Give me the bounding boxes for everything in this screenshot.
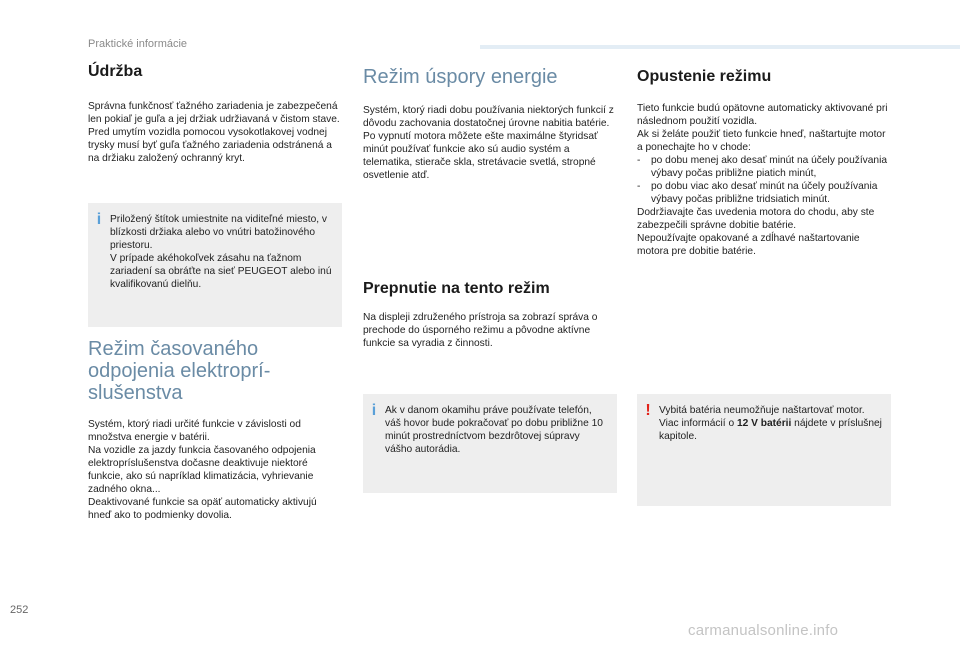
column-switch-mode [363,279,617,350]
column-maintenance [88,62,342,165]
exit-mode-title: Opustenie režimu [637,68,772,85]
warning-icon: ! [645,402,651,419]
battery-warning-box [637,394,891,506]
maintenance-info-box [88,203,342,327]
battery-warning-text [659,404,883,443]
section-label: Praktické informácie [88,38,188,50]
energy-info-box [363,394,617,493]
timed-disconnect-title: Režim časovaného odpojenia elektropríslušenstva [88,338,271,404]
list-item: - po dobu menej ako desať minút na účely používania výbavy počas približne piatich minút, [637,155,888,179]
maintenance-info-text [110,213,334,291]
exit-mode-outro: Dodržiavajte čas uvedenia motora do chodu, aby ste zabezpečili správne dobitie batérie. Nepoužívajte opakované a zdĺhavé naštartovanie motora pre dobitie batérie. [637,207,875,257]
battery-link-text: 12 V batérii [736,418,792,429]
info-icon: i [371,402,377,419]
watermark: carmanualsonline.info [688,622,839,639]
exit-mode-list [637,154,891,206]
column-exit-mode [637,67,891,258]
maintenance-text: Správna funkčnosť ťažného zariadenia je zabezpečená len pokiaľ je guľa a jej držiak udržiavaná v čistom stave. Pred umytím vozidla pomocou vysokotlakovej vodnej trysky musí byť guľa ťažného zariadenia odstránená a na držiaku založený ochranný kryt. [88,101,340,164]
switch-mode-text: Na displeji združeného prístroja sa zobrazí správa o prechode do úsporného režimu a pôvodne aktívne funkcie sa vyradia z činnosti. [363,312,598,349]
energy-saving-text: Systém, ktorý riadi dobu používania niektorých funkcií z dôvodu zachovania dostatočnej úrovne nabitia batérie. Po vypnutí motora môžete ešte maximálne štyridsať minút používať funkcie ako sú audio systém a telematika, stierače skla, stretávacie svetlá, stropné osvetlenie atď. [363,105,614,181]
warning-line: Vybitá batéria neumožňuje naštartovať motor. [659,405,865,416]
warning-line: Viac informácií o 12 V batérii nájdete v príslušnej kapitole. [659,418,882,442]
section-accent-bar [480,45,960,49]
column-timed-disconnect [88,338,342,522]
info-line: Priložený štítok umiestnite na viditeľné miesto, v blízkosti držiaka alebo vo vnútri batožinového priestoru. [110,214,328,251]
page-number: 252 [10,604,29,616]
energy-info-text: Ak v danom okamihu práve používate telefón, váš hovor bude pokračovať po dobu približne 10 minút prostredníctvom bezdrôtovej súpravy vášho autorádia. [385,405,603,455]
energy-saving-title: Režim úspory energie [363,66,558,88]
list-item: - po dobu viac ako desať minút na účely používania výbavy počas približne tridsiatich minút. [637,181,878,205]
timed-disconnect-text: Systém, ktorý riadi určité funkcie v závislosti od množstva energie v batérii. Na vozidle za jazdy funkcia časovaného odpojenia elektropríslušenstva dočasne deaktivuje niektoré funkcie, ako sú napríklad klimatizácia, vyhrievanie zadného okna... Deaktivované funkcie sa opäť automaticky aktivujú hneď ako to podmienky dovolia. [88,419,317,521]
exit-mode-intro: Tieto funkcie budú opätovne automaticky aktivované pri následnom použití vozidla. Ak si želáte použiť tieto funkcie hneď, naštartujte motor a ponechajte ho v chode: [637,103,888,153]
info-line: V prípade akéhokoľvek zásahu na ťažnom zariadení sa obráťte na sieť PEUGEOT alebo inú kvalifikovanú dielňu. [110,253,332,290]
info-icon: i [96,211,102,228]
column-energy-saving [363,66,617,182]
switch-mode-title: Prepnutie na tento režim [363,280,550,297]
maintenance-title: Údržba [88,63,143,80]
